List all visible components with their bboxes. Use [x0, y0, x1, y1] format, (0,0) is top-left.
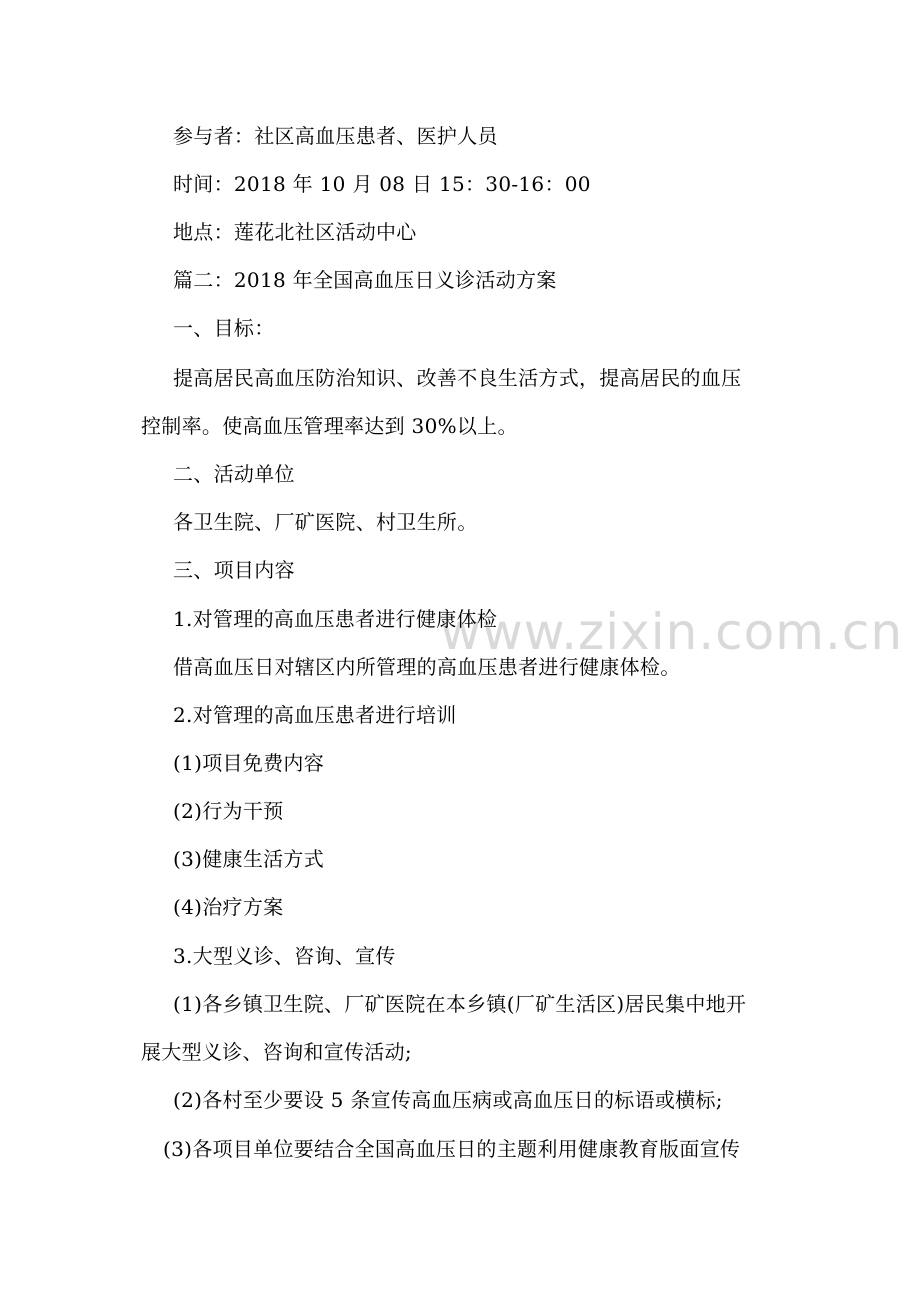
heading-goal: 一、目标：	[173, 316, 275, 340]
item-2-sub-2: (2)行为干预	[173, 799, 284, 823]
item-3-sub-2: (2)各村至少要设 5 条宣传高血压病或高血压日的标语或横标;	[173, 1088, 723, 1112]
watermark: www.zixin.com.cn	[440, 603, 904, 661]
item-1-heading: 1.对管理的高血压患者进行健康体检	[173, 607, 498, 631]
item-3-sub-3: (3)各项目单位要结合全国高血压日的主题利用健康教育版面宣传	[163, 1137, 741, 1161]
goal-paragraph-line-1: 提高居民高血压防治知识、改善不良生活方式，提高居民的血压	[173, 366, 742, 390]
item-2-sub-4: (4)治疗方案	[173, 895, 284, 919]
item-2-sub-1: (1)项目免费内容	[173, 751, 325, 775]
time-line: 时间：2018 年 10 月 08 日 15：30-16：00	[173, 172, 591, 196]
units-paragraph: 各卫生院、厂矿医院、村卫生所。	[173, 510, 478, 534]
item-2-heading: 2.对管理的高血压患者进行培训	[173, 703, 457, 727]
item-3-heading: 3.大型义诊、咨询、宣传	[173, 944, 396, 968]
item-3-sub-1-line-1: (1)各乡镇卫生院、厂矿医院在本乡镇(厂矿生活区)居民集中地开	[173, 992, 747, 1016]
item-1-paragraph: 借高血压日对辖区内所管理的高血压患者进行健康体检。	[173, 655, 681, 679]
heading-units: 二、活动单位	[173, 462, 295, 486]
heading-project-content: 三、项目内容	[173, 558, 295, 582]
item-2-sub-3: (3)健康生活方式	[173, 847, 325, 871]
goal-paragraph-line-2: 控制率。使高血压管理率达到 30%以上。	[141, 414, 518, 438]
item-3-sub-1-line-2: 展大型义诊、咨询和宣传活动;	[141, 1040, 412, 1064]
participants-line: 参与者：社区高血压患者、医护人员	[173, 124, 498, 148]
section-title-part-two: 篇二：2018 年全国高血压日义诊活动方案	[173, 268, 557, 292]
location-line: 地点：莲花北社区活动中心	[173, 220, 417, 244]
